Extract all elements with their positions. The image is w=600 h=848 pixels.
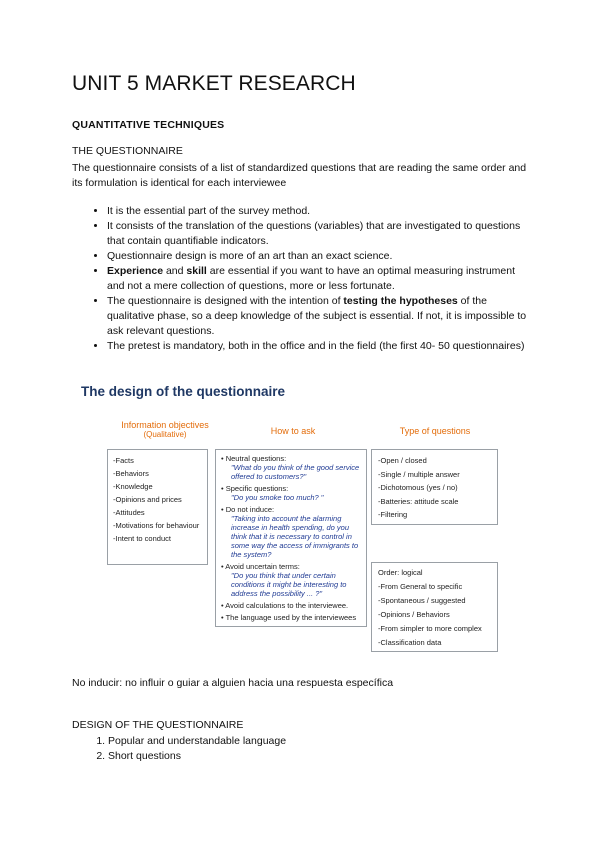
type-item: -Open / closed: [378, 456, 427, 465]
col-head-objectives: Information objectives (Qualitative): [121, 420, 209, 439]
objective-item: -Opinions and prices: [113, 495, 182, 504]
note: No inducir: no influir o guiar a alguien hacia una respuesta específica: [72, 677, 394, 689]
bullet-item: • The questionnaire is designed with the intention of testing the hypotheses of the qualitative phase, so a deep knowledge of the subject is essential. If not, it is impossible to ask relevant questions.: [107, 294, 532, 339]
type-item: -Filtering: [378, 510, 408, 519]
questionnaire-bullets: [90, 204, 532, 354]
bullet-item: • It consists of the translation of the questions (variables) that are investigated to questions that contain quantifiable indicators.: [107, 219, 532, 249]
page-title: UNIT 5 MARKET RESEARCH: [72, 72, 356, 95]
order-item: -From General to specific: [378, 582, 463, 591]
objective-item: -Motivations for behaviour: [113, 521, 200, 530]
type-item: -Dichotomous (yes / no): [378, 483, 458, 492]
bullet-item: • Experience and skill are essential if you want to have an optimal measuring instrument and not a mere collection of questions, more or less fortunate.: [107, 264, 532, 294]
order-item: -Spontaneous / suggested: [378, 596, 466, 605]
figure-title: The design of the questionnaire: [81, 384, 286, 399]
how-item: • The language used by the interviewees: [221, 613, 357, 622]
objective-item: -Knowledge: [113, 482, 153, 491]
objective-item: -Attitudes: [113, 508, 145, 517]
col-head-type-questions: Type of questions: [399, 426, 471, 436]
bullet-item: • Questionnaire design is more of an art than an exact science.: [107, 249, 532, 264]
bullet-item: • It is the essential part of the survey method.: [107, 204, 532, 219]
how-item: • Avoid calculations to the interviewee.: [221, 601, 349, 610]
how-item: • Do not induce: "Taking into account the alarming increase in health spending, do you think that it is necessary to control in some way the access of immigrants to the system?: [221, 505, 359, 559]
subtitle: QUANTITATIVE TECHNIQUES: [72, 119, 225, 131]
how-item: • Neutral questions: "What do you think of the good service offered to customers?": [221, 454, 360, 481]
objective-item: -Behaviors: [113, 469, 149, 478]
col-head-how-to-ask: How to ask: [270, 426, 316, 436]
bullet-item: • The pretest is mandatory, both in the office and in the field (the first 40- 50 questionnaires): [107, 339, 532, 354]
objective-item: -Facts: [113, 456, 134, 465]
how-item: • Avoid uncertain terms: "Do you think that under certain conditions it might be interesting to address the possibility ... ?": [221, 562, 347, 598]
how-to-ask-box: [215, 449, 367, 627]
objective-item: -Intent to conduct: [113, 534, 171, 543]
how-item: • Specific questions: "Do you smoke too much? ": [221, 484, 324, 502]
order-item: -From simpler to more complex: [378, 624, 482, 633]
type-questions-box: [371, 449, 498, 525]
objectives-box: [107, 449, 208, 565]
design-item: 1. Popular and understandable language: [108, 734, 286, 749]
section-heading-questionnaire: THE QUESTIONNAIRE: [72, 145, 183, 157]
order-item: -Classification data: [378, 638, 442, 647]
intro-paragraph: The questionnaire consists of a list of standardized questions that are reading the same order and its formulation is identical for each interviewee: [72, 162, 527, 189]
type-item: -Single / multiple answer: [378, 469, 460, 479]
order-item: -Opinions / Behaviors: [378, 610, 450, 619]
order-head: Order: logical: [378, 568, 423, 577]
section-heading-design: DESIGN OF THE QUESTIONNAIRE: [72, 719, 244, 731]
order-box: [371, 562, 498, 652]
design-item: 2. Short questions: [108, 749, 286, 764]
type-item: -Batteries: attitude scale: [378, 496, 459, 506]
design-list: [90, 734, 286, 764]
